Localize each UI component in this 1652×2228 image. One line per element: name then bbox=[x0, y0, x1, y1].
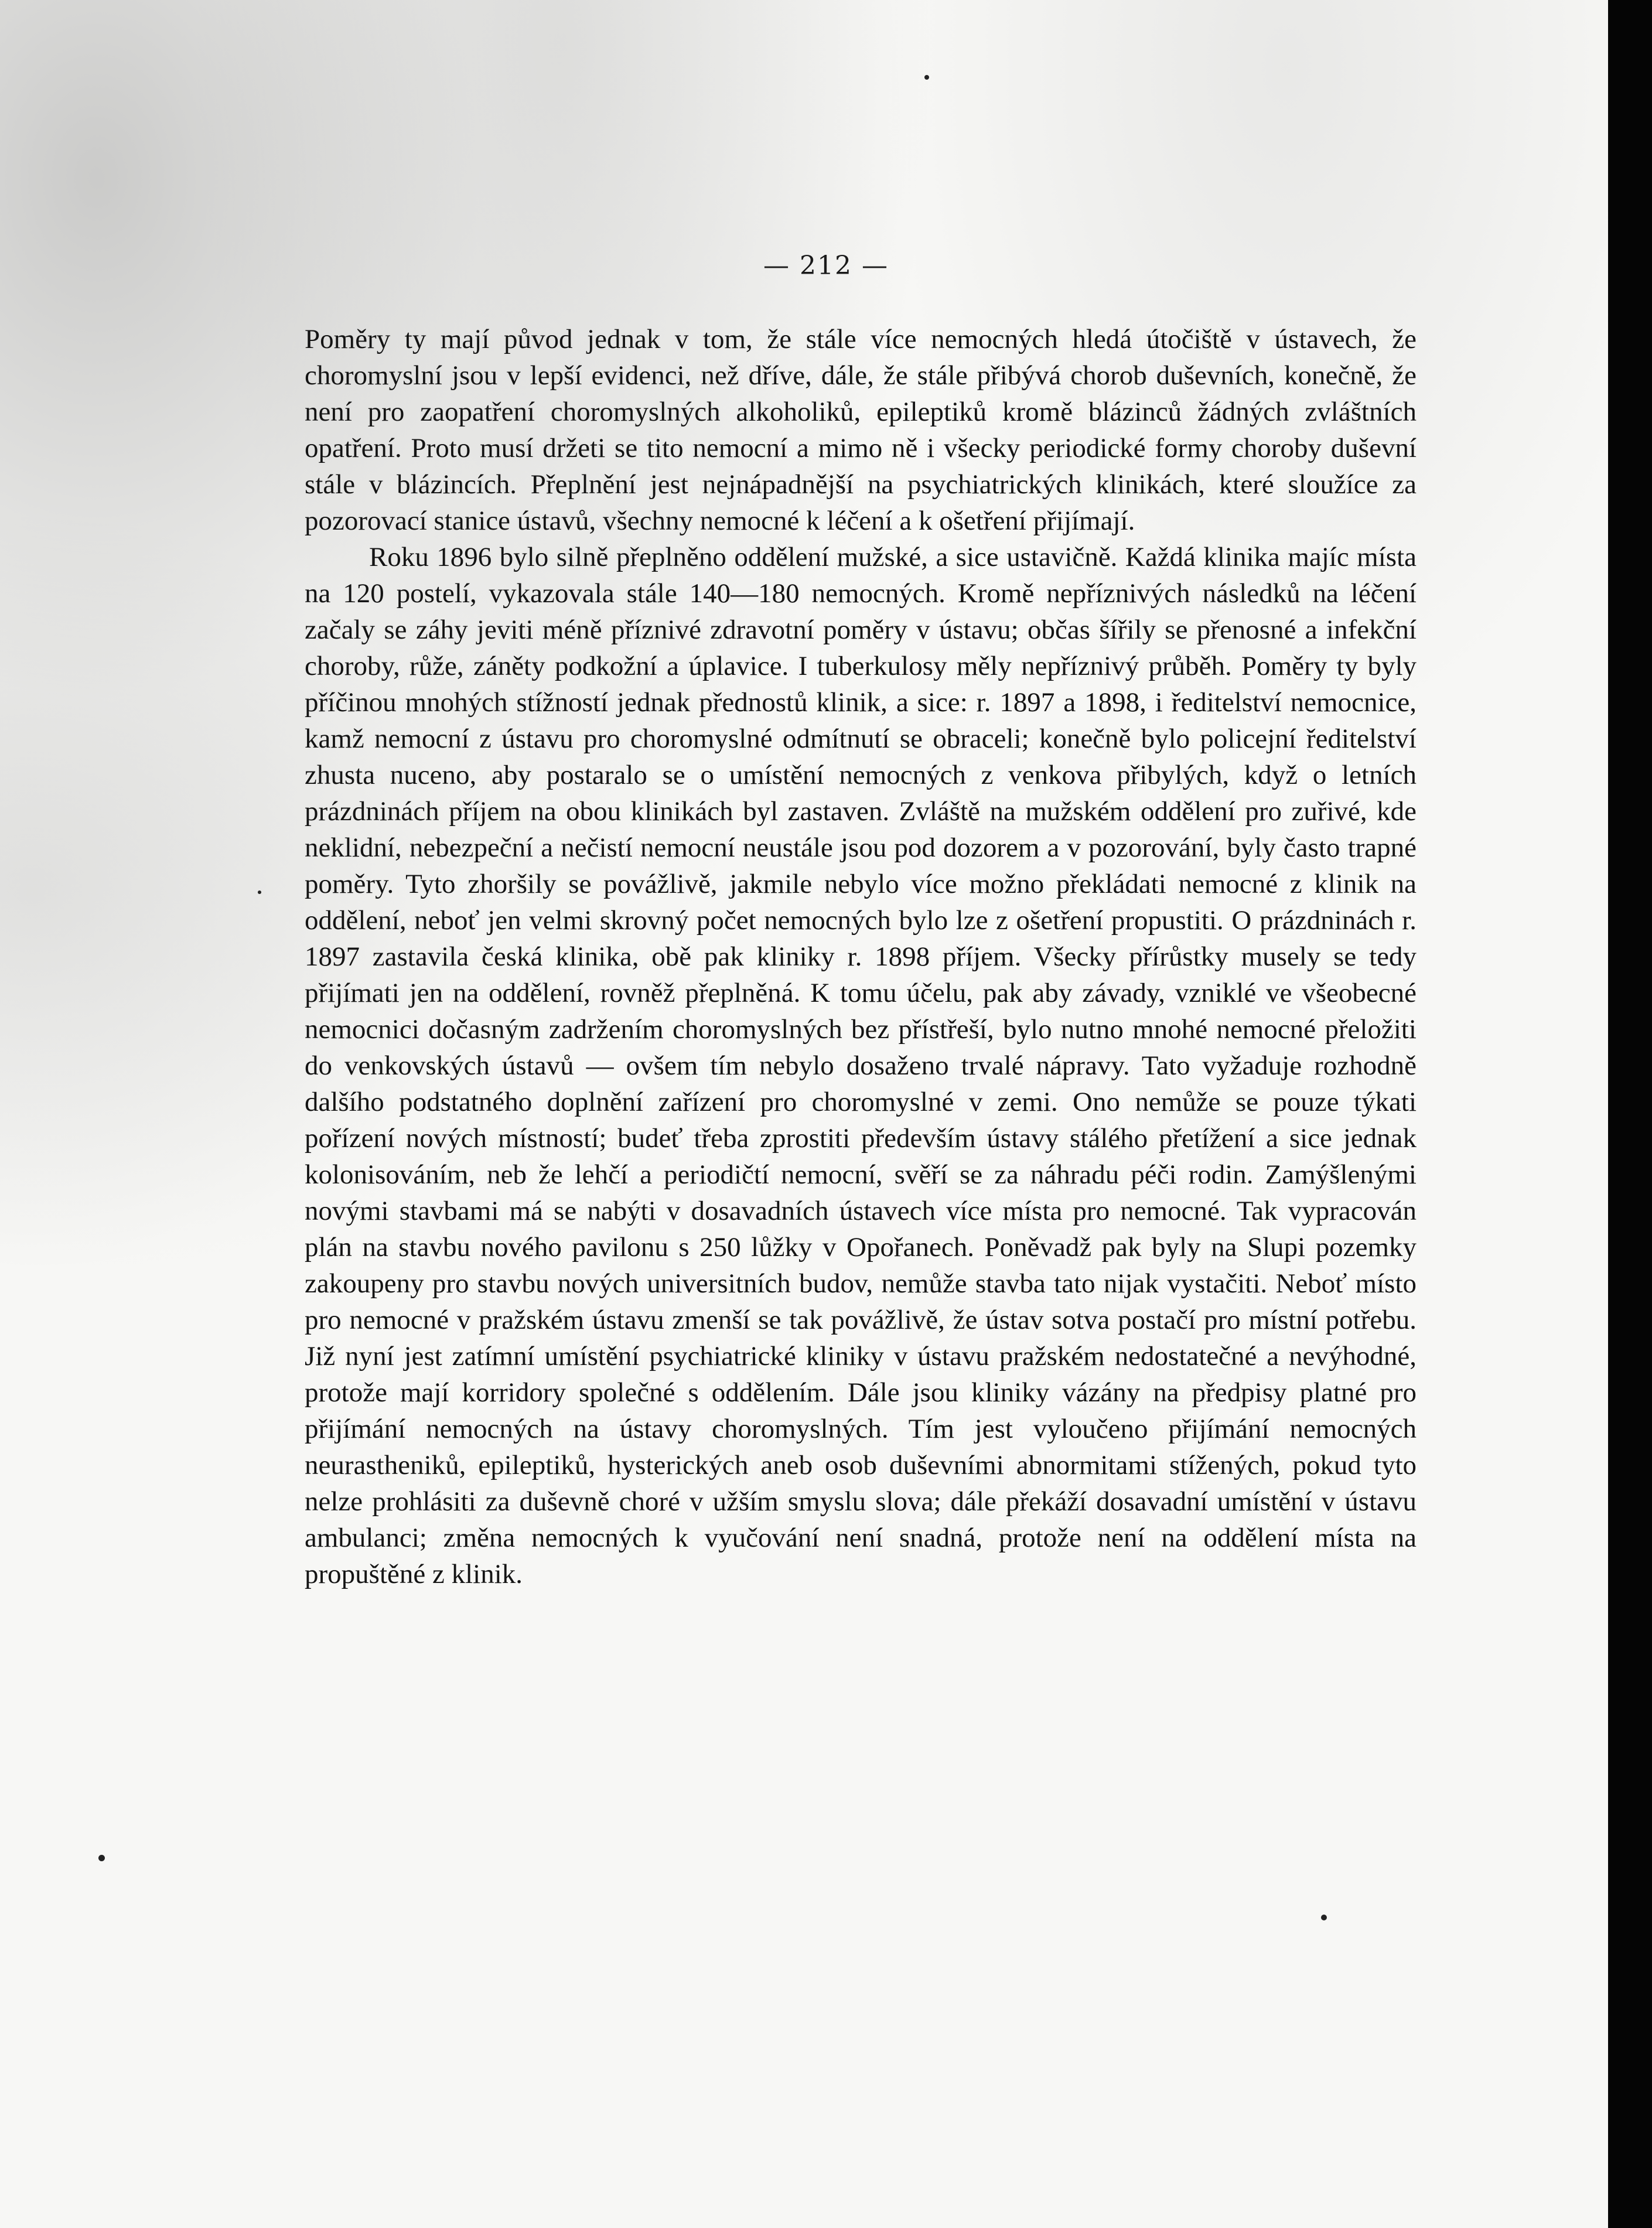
paragraph: Roku 1896 bylo silně přeplněno oddělení mužské, a sice ustavičně. Každá klinika majíc místa na 120 postelí, vykazovala stále 140—180 nemocných. Kromě nepříznivých následků na léčení začaly se záhy jeviti méně příznivé zdravotní poměry v ústavu; občas šířily se přenosné a infekční choroby, růže, záněty podkožní a úplavice. I tuberkulosy měly nepříznivý průběh. Poměry ty byly příčinou mnohých stížností jednak přednostů klinik, a sice: r. 1897 a 1898, i ředitelství nemocnice, kamž nemocní z ústavu pro choromyslné odmítnutí se obraceli; konečně bylo policejní ředitelství zhusta nuceno, aby postaralo se o umístění nemocných z venkova přibylých, když o letních prázdninách příjem na obou klinikách byl zastaven. Zvláště na mužském oddělení pro zuřivé, kde neklidní, nebezpeční a nečistí nemocní neustále jsou pod dozorem a v pozorování, byly často trapné poměry. Tyto zhoršily se povážlivě, jakmile nebylo více možno překládati nemocné z klinik na oddělení, neboť jen velmi skrovný počet nemocných bylo lze z ošetření propustiti. O prázdninách r. 1897 zastavila česká klinika, obě pak kliniky r. 1898 příjem. Všecky přírůstky musely se tedy přijímati jen na oddělení, rovněž přeplněná. K tomu účelu, pak aby závady, vzniklé ve všeobecné nemocnici dočasným zadržením choromyslných bez přístřeší, bylo nutno mnohé nemocné přeložiti do venkovských ústavů — ovšem tím nebylo dosaženo trvalé nápravy. Tato vyžaduje rozhodně dalšího podstatného doplnění zařízení pro choromyslné v zemi. Ono nemůže se pouze týkati pořízení nových místností; budeť třeba zprostiti především ústavy stálého přetížení a sice jednak kolonisováním, neb že lehčí a periodičtí nemocní, svěří se za náhradu péči rodin. Zamýšlenými novými stavbami má se nabýti v dosavadních ústavech více místa pro nemocné. Tak vypracován plán na stavbu nového pavilonu s 250 lůžky v Opořanech. Poněvadž pak byly na Slupi pozemky zakoupeny pro stavbu nových universitních budov, nemůže stavba tato nijak vystačiti. Neboť místo pro nemocné v pražském ústavu zmenší se tak povážlivě, že ústav sotva postačí pro místní potřebu. Již nyní jest zatímní umístění psychiatrické kliniky v ústavu pražském nedostatečné a nevýhodné, protože mají korridory společné s oddělením. Dále jsou kliniky vázány na předpisy platné pro přijímání nemocných na ústavy choromyslných. Tím jest vyloučeno přijímání nemocných neurastheniků, epileptiků, hysterických aneb osob duševními abnormitami stížených, pokud tyto nelze prohlásiti za duševně choré v užším smyslu slova; dále překáží dosavadní umístění v ústavu ambulanci; změna nemocných k vyučování není snadná, protože není na oddělení místa na propuštěné z klinik. bbox=[305, 542, 1417, 1589]
page-number: — 212 — bbox=[763, 251, 889, 281]
body-text bbox=[305, 321, 1417, 1592]
page-speck bbox=[98, 1855, 105, 1861]
page-speck bbox=[924, 75, 929, 80]
page-speck bbox=[1321, 1915, 1327, 1920]
page-speck bbox=[258, 890, 261, 894]
paragraph: Poměry ty mají původ jednak v tom, že stále více nemocných hledá útočiště v ústavech, že choromyslní jsou v lepší evidenci, než dříve, dále, že stále přibývá chorob duševních, konečně, že není pro zaopatření choromyslných alkoholiků, epileptiků kromě blázinců žádných zvláštních opatření. Proto musí držeti se tito nemocní a mimo ně i všecky periodické formy choroby duševní stále v blázincích. Přeplnění jest nejnápadnější na psychiatrických klinikách, které sloužíce za pozorovací stanice ústavů, všechny nemocné k léčení a k ošetření přijímají. bbox=[305, 324, 1417, 536]
scan-edge-border bbox=[1608, 0, 1652, 2228]
